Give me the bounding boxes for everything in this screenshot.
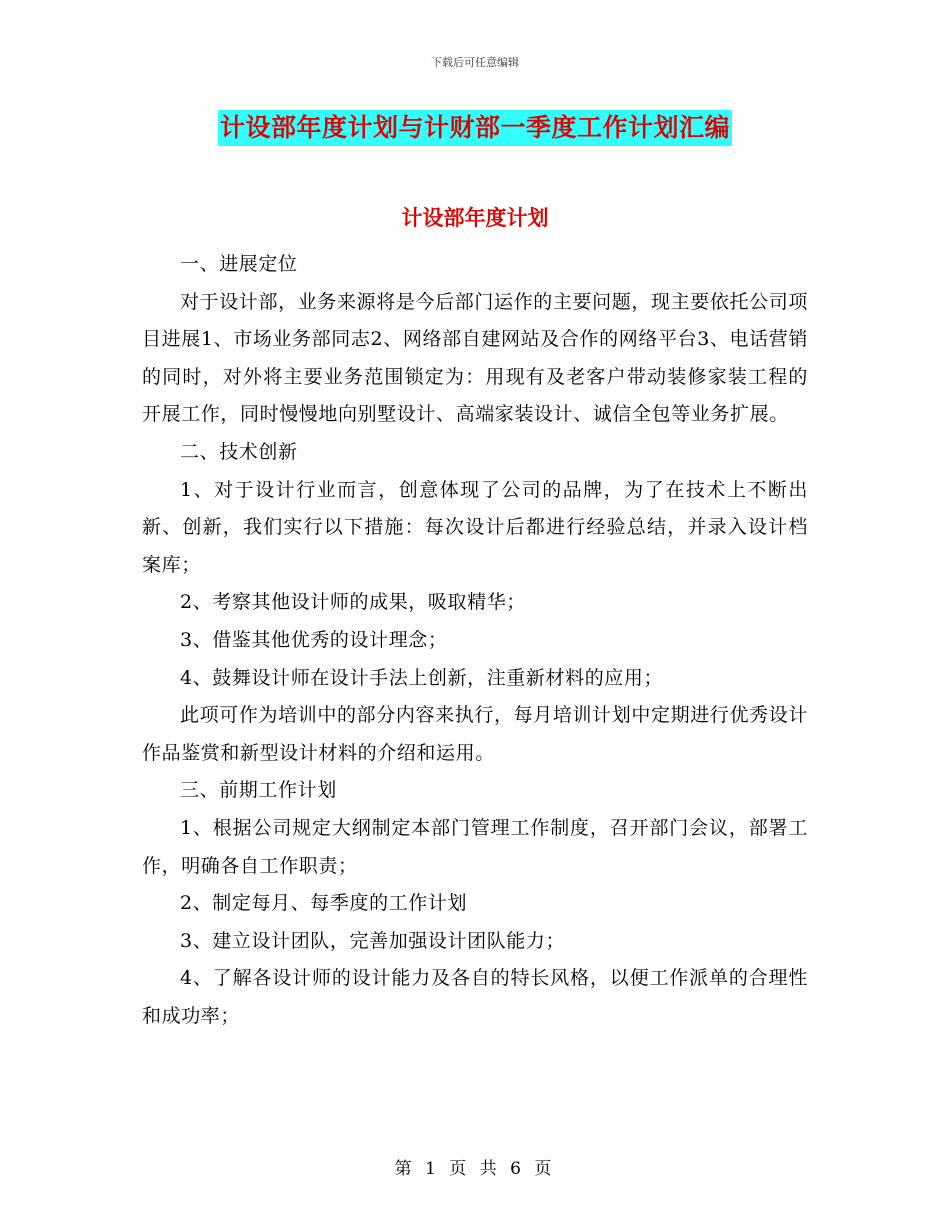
paragraph-plan-4: 4、了解各设计师的设计能力及各自的特长风格，以便工作派单的合理性和成功率；	[142, 967, 808, 1027]
paragraph-training: 此项可作为培训中的部分内容来执行，每月培训计划中定期进行优秀设计作品鉴赏和新型设计材料的介绍和运用。	[142, 704, 808, 764]
paragraph-plan-3: 3、建立设计团队，完善加强设计团队能力；	[180, 929, 566, 952]
page-footer: 第 1 页 共 6 页	[394, 1159, 556, 1179]
heading-positioning: 一、进展定位	[180, 253, 298, 275]
document-title-wrapper	[0, 110, 950, 146]
paragraph-positioning: 对于设计部，业务来源将是今后部门运作的主要问题，现主要依托公司项目进展1、市场业务部同志2、网络部自建网站及合作的网络平台3、电话营销的同时，对外将主要业务范围锁定为：用现有及老客户带动装修家装工程的开展工作，同时慢慢地向别墅设计、高端家装设计、诚信全包等业务扩展。	[142, 290, 808, 426]
document-title: 计设部年度计划与计财部一季度工作计划汇编	[218, 110, 732, 146]
paragraph-plan-2: 2、制定每月、每季度的工作计划	[180, 892, 468, 915]
paragraph-innovation-2: 2、考察其他设计师的成果，吸取精华；	[180, 591, 526, 614]
document-body	[142, 246, 808, 1035]
heading-early-plan: 三、前期工作计划	[180, 779, 337, 802]
header-note: 下载后可任意编辑	[431, 56, 519, 69]
heading-innovation: 二、技术创新	[180, 440, 298, 463]
paragraph-innovation-1: 1、对于设计行业而言，创意体现了公司的品牌，为了在技术上不断出新、创新，我们实行以下措施：每次设计后都进行经验总结，并录入设计档案库；	[142, 478, 808, 576]
section-title: 计设部年度计划	[401, 206, 549, 230]
paragraph-innovation-4: 4、鼓舞设计师在设计手法上创新，注重新材料的应用；	[180, 666, 664, 689]
paragraph-innovation-3: 3、借鉴其他优秀的设计理念；	[180, 628, 448, 651]
paragraph-plan-1: 1、根据公司规定大纲制定本部门管理工作制度，召开部门会议，部署工作，明确各自工作职责；	[142, 816, 808, 877]
